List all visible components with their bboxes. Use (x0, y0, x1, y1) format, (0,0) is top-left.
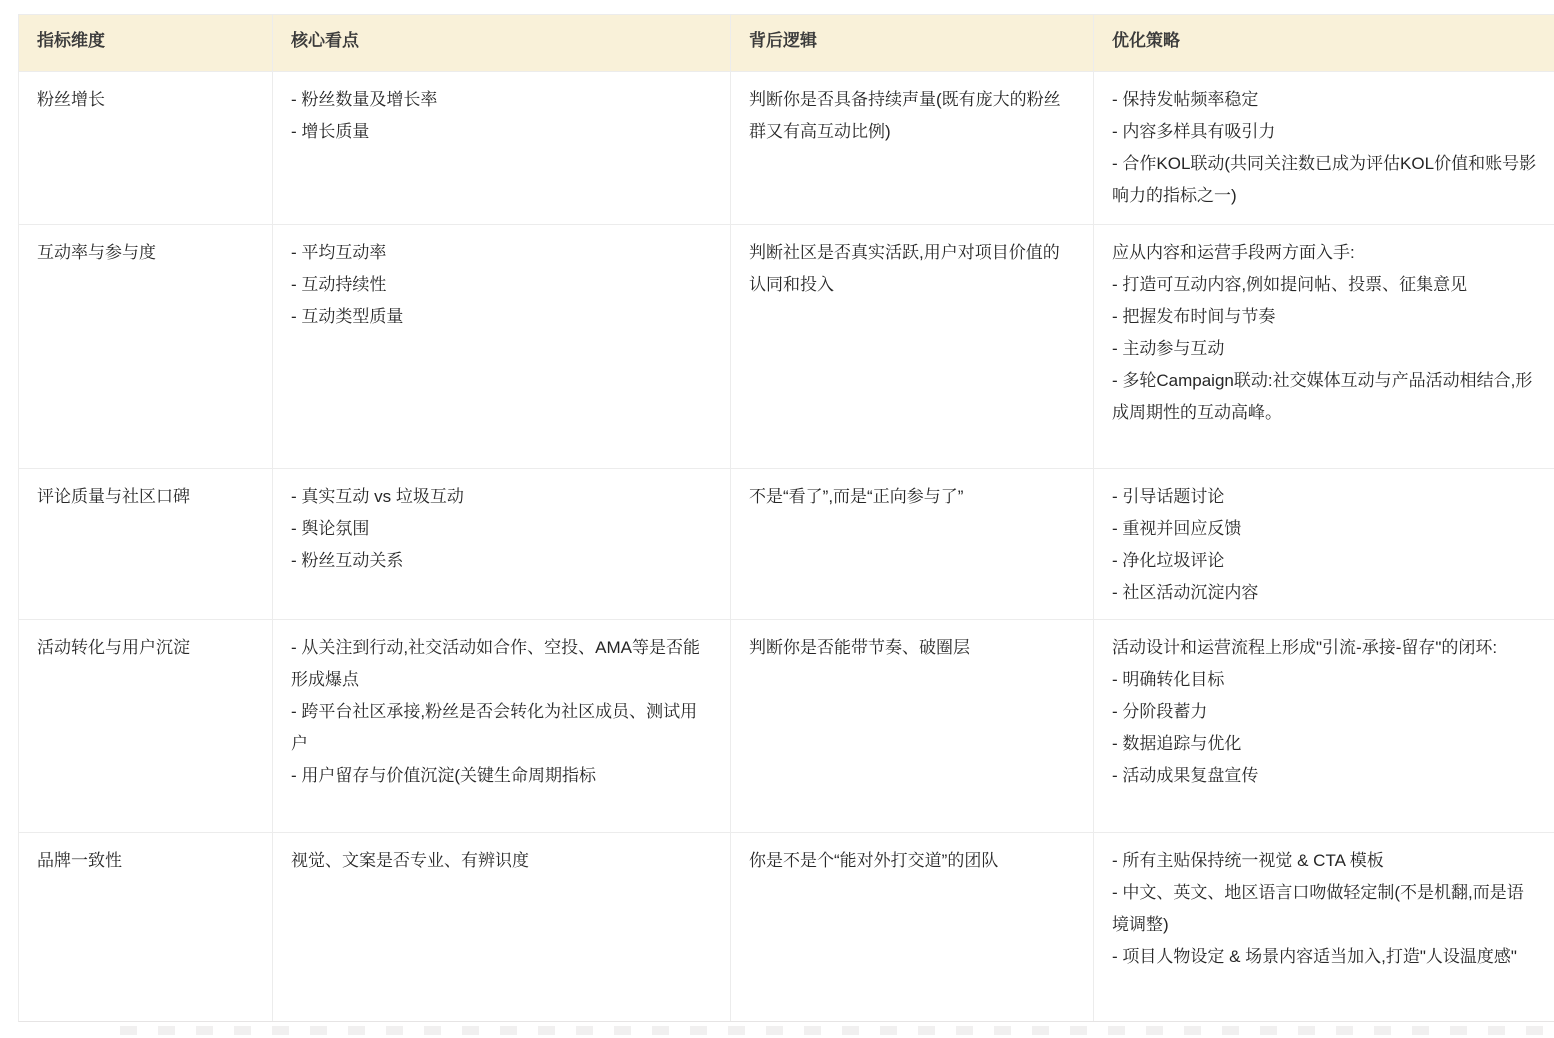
table-row (19, 71, 1554, 224)
logic-cell (730, 620, 1093, 832)
cell-line: - 多轮Campaign联动:社交媒体互动与产品活动相结合,形成周期性的互动高峰。 (1112, 371, 1533, 422)
column-header-dimension: 指标维度 (37, 31, 105, 50)
highlights-cell (272, 469, 730, 619)
cell-line: - 社区活动沉淀内容 (1112, 583, 1259, 602)
cell-line: 活动转化与用户沉淀 (37, 638, 190, 657)
highlights-cell (272, 72, 730, 224)
cell-line: - 互动类型质量 (291, 307, 404, 326)
strategy-cell (1093, 72, 1554, 224)
cell-line: - 粉丝数量及增长率 (291, 90, 438, 109)
highlights-cell (272, 620, 730, 832)
cell-line: 不是“看了”,而是“正向参与了” (749, 487, 964, 506)
cell-line: 活动设计和运营流程上形成"引流-承接-留存"的闭环: (1112, 638, 1498, 657)
table-row (19, 224, 1554, 468)
dimension-cell (19, 833, 272, 1021)
cell-line: - 所有主贴保持统一视觉 & CTA 模板 (1112, 851, 1384, 870)
cell-line: - 粉丝互动关系 (291, 551, 404, 570)
cell-line: - 用户留存与价值沉淀(关键生命周期指标 (291, 766, 597, 785)
dimension-cell (19, 620, 272, 832)
cell-line: - 内容多样具有吸引力 (1112, 122, 1276, 141)
logic-cell (730, 833, 1093, 1021)
cell-line: - 净化垃圾评论 (1112, 551, 1225, 570)
cell-line: - 明确转化目标 (1112, 670, 1225, 689)
cell-line: - 中文、英文、地区语言口吻做轻定制(不是机翻,而是语境调整) (1112, 883, 1524, 934)
cell-line: - 增长质量 (291, 122, 370, 141)
dimension-cell (19, 225, 272, 468)
cell-line: - 引导话题讨论 (1112, 487, 1225, 506)
cell-line: 判断社区是否真实活跃,用户对项目价值的认同和投入 (749, 243, 1060, 294)
cell-line: - 打造可互动内容,例如提问帖、投票、征集意见 (1112, 275, 1468, 294)
cell-line: - 互动持续性 (291, 275, 387, 294)
metrics-table (18, 14, 1554, 1022)
table-row (19, 468, 1554, 619)
strategy-cell (1093, 469, 1554, 619)
dimension-cell (19, 72, 272, 224)
cell-line: - 舆论氛围 (291, 519, 370, 538)
cell-line: - 真实互动 vs 垃圾互动 (291, 487, 464, 506)
clipped-next-line-fragment (120, 1026, 1554, 1035)
cell-line: 评论质量与社区口碑 (37, 487, 190, 506)
cell-line: 视觉、文案是否专业、有辨识度 (291, 851, 529, 870)
cell-line: - 合作KOL联动(共同关注数已成为评估KOL价值和账号影响力的指标之一) (1112, 154, 1537, 205)
logic-cell (730, 469, 1093, 619)
cell-line: - 项目人物设定 & 场景内容适当加入,打造"人设温度感" (1112, 947, 1517, 966)
highlights-cell (272, 833, 730, 1021)
dimension-cell (19, 469, 272, 619)
cell-line: 应从内容和运营手段两方面入手: (1112, 243, 1355, 262)
cell-line: - 平均互动率 (291, 243, 387, 262)
cell-line: - 活动成果复盘宣传 (1112, 766, 1259, 785)
logic-cell (730, 225, 1093, 468)
column-header-strategy: 优化策略 (1093, 15, 1554, 71)
cell-line: 品牌一致性 (37, 851, 122, 870)
cell-line: - 从关注到行动,社交活动如合作、空投、AMA等是否能形成爆点 (291, 638, 700, 689)
strategy-cell (1093, 225, 1554, 468)
cell-line: - 重视并回应反馈 (1112, 519, 1242, 538)
cell-line: - 保持发帖频率稳定 (1112, 90, 1259, 109)
column-header-logic: 背后逻辑 (730, 15, 1093, 71)
column-header-highlights: 核心看点 (272, 15, 730, 71)
strategy-cell (1093, 620, 1554, 832)
cell-line: 粉丝增长 (37, 90, 105, 109)
cell-line: 互动率与参与度 (37, 243, 156, 262)
cell-line: 你是不是个“能对外打交道”的团队 (749, 851, 999, 870)
strategy-cell (1093, 833, 1554, 1021)
cell-line: - 把握发布时间与节奏 (1112, 307, 1276, 326)
cell-line: 判断你是否能带节奏、破圈层 (749, 638, 970, 657)
cell-line: - 数据追踪与优化 (1112, 734, 1242, 753)
table-header-row (19, 15, 1554, 71)
cell-line: - 跨平台社区承接,粉丝是否会转化为社区成员、测试用户 (291, 702, 698, 753)
cell-line: - 主动参与互动 (1112, 339, 1225, 358)
highlights-cell (272, 225, 730, 468)
table-row (19, 619, 1554, 832)
logic-cell (730, 72, 1093, 224)
cell-line: - 分阶段蓄力 (1112, 702, 1208, 721)
table-row (19, 832, 1554, 1021)
cell-line: 判断你是否具备持续声量(既有庞大的粉丝群又有高互动比例) (749, 90, 1061, 141)
